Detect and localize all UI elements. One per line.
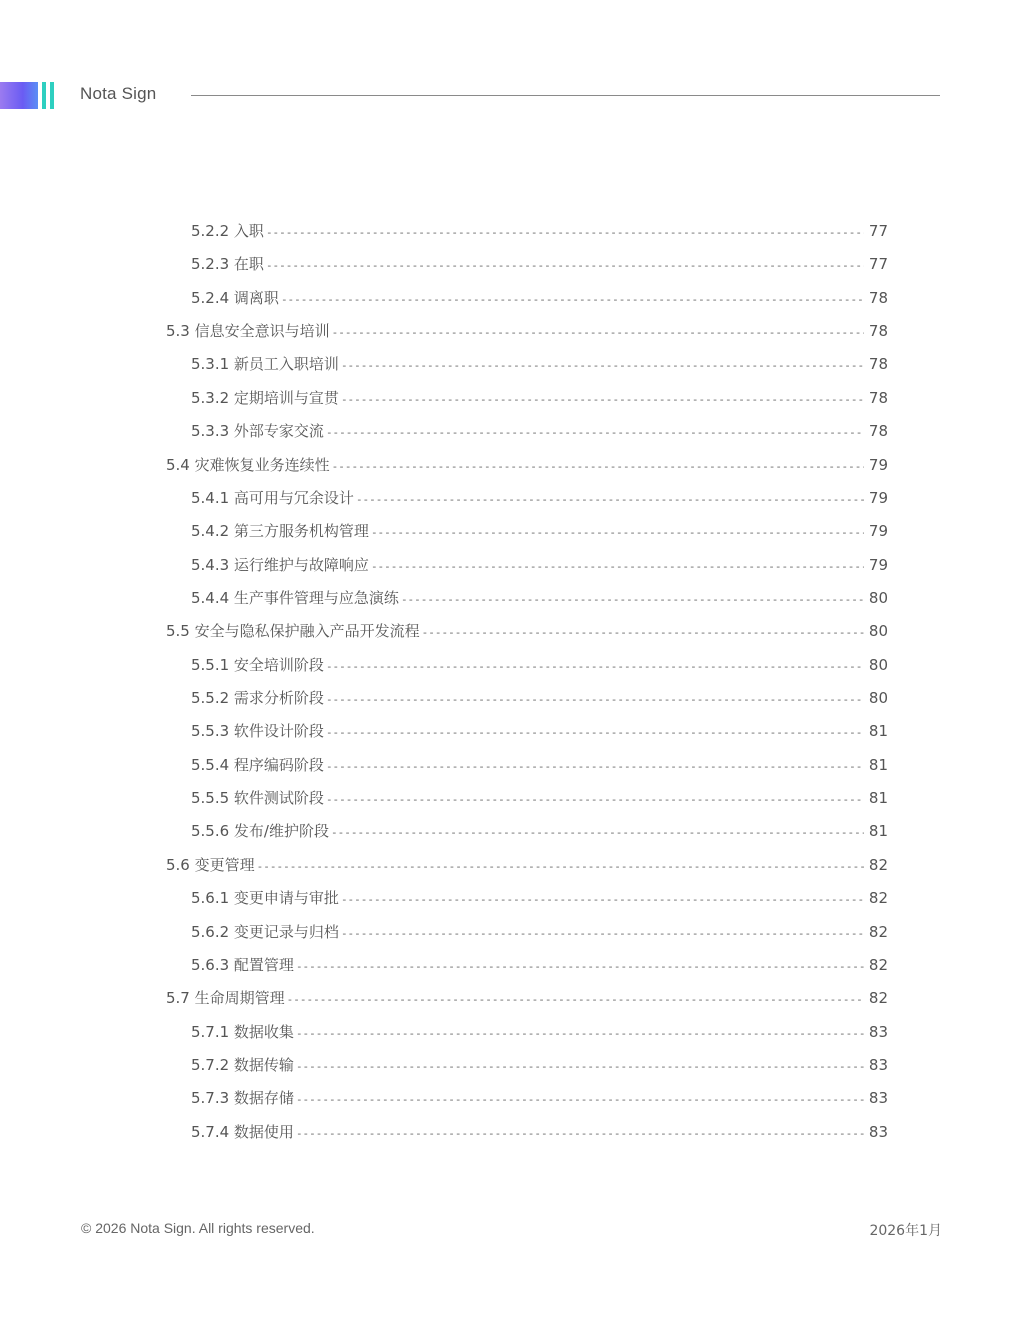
toc-dot-leader	[341, 917, 864, 950]
toc-page-number: 83	[868, 1089, 888, 1108]
toc-entry-title: 5.5 安全与隐私保护融入产品开发流程	[166, 622, 420, 641]
toc-entry[interactable]	[166, 1049, 888, 1082]
toc-page-number: 81	[868, 722, 888, 741]
toc-page-number: 82	[868, 955, 888, 974]
header-divider	[191, 95, 940, 96]
toc-dot-leader	[287, 983, 864, 1016]
toc-page-number: 79	[868, 455, 888, 474]
toc-dot-leader	[371, 516, 864, 549]
toc-entry[interactable]	[166, 248, 888, 281]
toc-entry-title: 5.2.2 入职	[191, 222, 264, 240]
toc-dot-leader	[296, 950, 864, 983]
toc-entry-title: 5.3 信息安全意识与培训	[166, 322, 330, 341]
toc-entry[interactable]	[166, 315, 888, 348]
toc-entry-title: 5.5.5 软件测试阶段	[191, 789, 324, 808]
toc-dot-leader	[296, 1083, 864, 1116]
toc-dot-leader	[331, 816, 864, 849]
toc-dot-leader	[341, 349, 864, 382]
toc-page-number: 77	[868, 255, 888, 274]
toc-entry[interactable]	[166, 415, 888, 448]
toc-entry-title: 5.3.3 外部专家交流	[191, 422, 324, 441]
toc-page-number: 82	[868, 989, 888, 1008]
toc-dot-leader	[326, 750, 864, 783]
logo-accent-bar	[42, 82, 46, 109]
toc-dot-leader	[257, 850, 864, 883]
toc-page-number: 80	[868, 689, 888, 708]
toc-entry-title: 5.4 灾难恢复业务连续性	[166, 455, 330, 474]
toc-entry[interactable]	[166, 582, 888, 615]
footer-copyright: © 2026 Nota Sign. All rights reserved.	[81, 1220, 315, 1236]
toc-dot-leader	[326, 783, 864, 816]
toc-dot-leader	[281, 283, 864, 316]
toc-dot-leader	[422, 616, 864, 649]
brand-name: Nota Sign	[80, 84, 157, 103]
toc-entry[interactable]	[166, 449, 888, 482]
toc-entry[interactable]	[166, 916, 888, 949]
toc-entry-title: 5.4.4 生产事件管理与应急演练	[191, 588, 399, 607]
toc-dot-leader	[341, 883, 864, 916]
toc-page-number: 83	[868, 1055, 888, 1074]
toc-page-number: 78	[868, 322, 888, 341]
toc-entry-title: 5.6 变更管理	[166, 855, 255, 874]
toc-page-number: 82	[868, 855, 888, 874]
toc-page-number: 81	[868, 755, 888, 774]
toc-entry-title: 5.6.3 配置管理	[191, 955, 294, 974]
toc-entry[interactable]	[166, 1082, 888, 1115]
toc-entry-title: 5.7.1 数据收集	[191, 1022, 294, 1041]
toc-page-number: 78	[868, 422, 888, 441]
toc-entry[interactable]	[166, 348, 888, 381]
toc-dot-leader	[296, 1050, 864, 1083]
toc-entry-title: 5.2.3 在职	[191, 255, 264, 274]
toc-dot-leader	[326, 683, 864, 716]
toc-entry[interactable]	[166, 1116, 888, 1149]
toc-page-number: 83	[868, 1022, 888, 1041]
toc-entry[interactable]	[166, 1016, 888, 1049]
toc-entry[interactable]	[166, 782, 888, 815]
toc-dot-leader	[341, 383, 864, 416]
toc-page-number: 83	[868, 1122, 888, 1141]
toc-entry[interactable]	[166, 549, 888, 582]
toc-entry[interactable]	[166, 982, 888, 1015]
toc-entry[interactable]	[166, 682, 888, 715]
toc-entry-title: 5.5.2 需求分析阶段	[191, 689, 324, 708]
toc-entry-title: 5.5.4 程序编码阶段	[191, 755, 324, 774]
toc-page-number: 79	[868, 488, 888, 507]
toc-entry-title: 5.7.2 数据传输	[191, 1055, 294, 1074]
toc-page-number: 82	[868, 889, 888, 908]
toc-page-number: 80	[868, 622, 888, 641]
toc-entry-title: 5.5.6 发布/维护阶段	[191, 822, 329, 841]
toc-entry[interactable]	[166, 815, 888, 848]
toc-dot-leader	[266, 216, 864, 249]
toc-entry-title: 5.7.4 数据使用	[191, 1122, 294, 1141]
toc-page-number: 80	[868, 655, 888, 674]
toc-entry-title: 5.6.2 变更记录与归档	[191, 922, 339, 941]
toc-entry-title: 5.5.3 软件设计阶段	[191, 722, 324, 741]
toc-entry-title: 5.4.2 第三方服务机构管理	[191, 522, 369, 541]
footer-date: 2026年1月	[869, 1223, 942, 1239]
toc-page-number: 77	[868, 222, 888, 240]
toc-page-number: 82	[868, 922, 888, 941]
toc-page-number: 79	[868, 522, 888, 541]
toc-entry-title: 5.2.4 调离职	[191, 288, 279, 307]
logo-mark	[0, 82, 55, 109]
toc-dot-leader	[371, 550, 864, 583]
toc-entry-title: 5.6.1 变更申请与审批	[191, 889, 339, 908]
toc-entry[interactable]	[166, 849, 888, 882]
toc-page-number: 79	[868, 555, 888, 574]
toc-dot-leader	[326, 650, 864, 683]
toc-page-number: 80	[868, 588, 888, 607]
logo-accent-bar	[50, 82, 54, 109]
toc-entry[interactable]	[166, 515, 888, 548]
toc-entry-title: 5.3.2 定期培训与宣贯	[191, 388, 339, 407]
toc-dot-leader	[401, 583, 864, 616]
toc-entry-title: 5.5.1 安全培训阶段	[191, 655, 324, 674]
toc-entry[interactable]	[166, 949, 888, 982]
toc-dot-leader	[296, 1017, 864, 1050]
toc-dot-leader	[326, 416, 864, 449]
toc-entry[interactable]	[166, 749, 888, 782]
toc-entry[interactable]	[166, 482, 888, 515]
toc-entry[interactable]	[166, 649, 888, 682]
toc-dot-leader	[326, 716, 864, 749]
toc-entry[interactable]	[166, 282, 888, 315]
toc-page-number: 78	[868, 288, 888, 307]
toc-entry[interactable]	[166, 215, 888, 248]
toc-entry[interactable]	[166, 715, 888, 748]
toc-entry-title: 5.7 生命周期管理	[166, 989, 285, 1008]
toc-dot-leader	[332, 450, 864, 483]
toc-entry-title: 5.4.3 运行维护与故障响应	[191, 555, 369, 574]
toc-page-number: 78	[868, 388, 888, 407]
toc-entry[interactable]	[166, 615, 888, 648]
toc-entry-title: 5.4.1 高可用与冗余设计	[191, 488, 354, 507]
toc-dot-leader	[266, 249, 864, 282]
toc-entry-title: 5.3.1 新员工入职培训	[191, 355, 339, 374]
toc-dot-leader	[296, 1117, 864, 1150]
toc-entry[interactable]	[166, 882, 888, 915]
toc-entry[interactable]	[166, 382, 888, 415]
toc-entry-title: 5.7.3 数据存储	[191, 1089, 294, 1108]
toc-dot-leader	[356, 483, 864, 516]
toc-page-number: 78	[868, 355, 888, 374]
toc-dot-leader	[332, 316, 864, 349]
toc-page-number: 81	[868, 789, 888, 808]
toc-page-number: 81	[868, 822, 888, 841]
logo-gradient-block	[0, 82, 38, 109]
table-of-contents	[166, 215, 888, 1149]
